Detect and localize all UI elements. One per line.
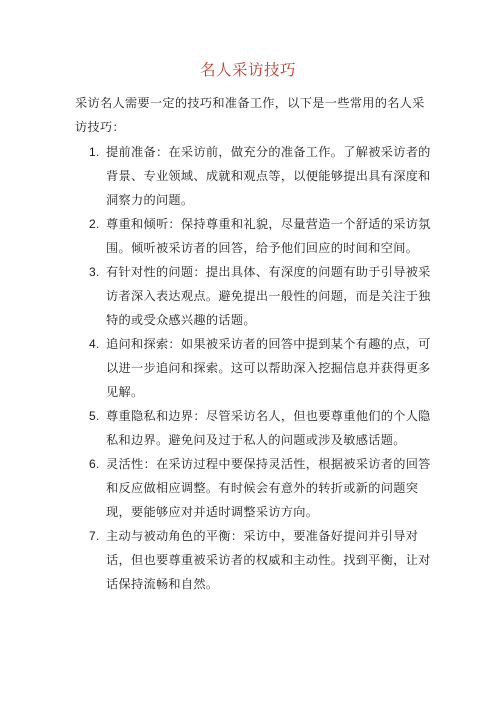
list-item-text: 有针对性的问题：提出具体、有深度的问题有助于引导被采访者深入表达观点。避免提出一般性的问题，而是关注于独特的或受众感兴趣的话题。 [106,265,431,327]
list-item-text: 尊重隐私和边界：尽管采访名人，但也要尊重他们的个人隐私和边界。避免问及过于私人的问题或涉及敏感话题。 [106,409,431,447]
list-item-text: 提前准备：在采访前，做充分的准备工作。了解被采访者的背景、专业领域、成就和观点等，以便能够提出具有深度和洞察力的问题。 [106,145,431,207]
list-item-text: 追问和探索：如果被采访者的回答中提到某个有趣的点，可以进一步追问和探索。这可以帮助深入挖掘信息并获得更多见解。 [106,337,431,399]
list-item-number: 6. [89,457,100,471]
list-item-number: 1. [89,145,100,159]
list-item-number: 3. [89,265,100,279]
list-item-text: 尊重和倾听：保持尊重和礼貌，尽量营造一个舒适的采访氛围。倾听被采访者的回答，给予他们回应的时间和空间。 [106,217,431,255]
document-title: 名人采访技巧 [199,61,296,79]
list-item-number: 4. [89,337,100,351]
list-item-text: 主动与被动角色的平衡：采访中，要准备好提问并引导对话，但也要尊重被采访者的权威和主动性。找到平衡，让对话保持流畅和自然。 [106,529,431,591]
list-item [75,524,435,596]
intro-paragraph: 采访名人需要一定的技巧和准备工作，以下是一些常用的名人采访技巧： [75,96,425,134]
list-item [75,452,435,524]
list-item-text: 灵活性：在采访过程中要保持灵活性，根据被采访者的回答和反应做相应调整。有时候会有意外的转折或新的问题突现，要能够应对并适时调整采访方向。 [106,457,431,519]
list-item [75,140,435,212]
list-item [75,212,435,260]
list-item-number: 7. [89,529,100,543]
list-item-number: 2. [89,217,100,231]
list-item [75,260,435,332]
tips-list [75,140,435,596]
list-item [75,404,435,452]
list-item-number: 5. [89,409,100,423]
list-item [75,332,435,404]
